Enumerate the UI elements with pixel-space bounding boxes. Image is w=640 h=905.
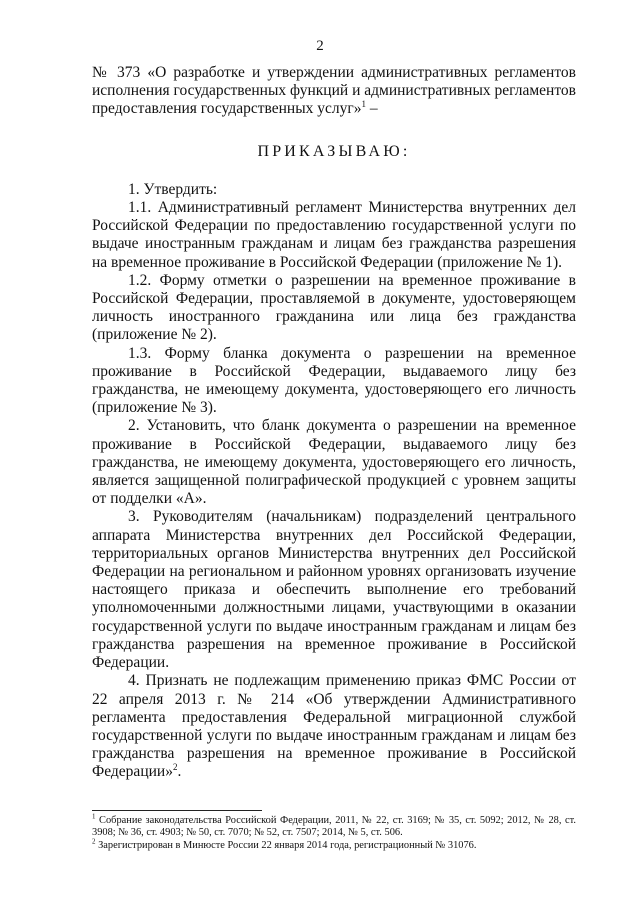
order-heading: ПРИКАЗЫВАЮ:	[257, 142, 411, 160]
intro-tail: –	[365, 100, 378, 118]
paragraph-1-2: 1.2. Форму отметки о разрешении на временное проживание в Российской Федерации, проставляемой в документе, удостоверяющем личность иностранного гражданина или лица без гражданства (приложение № 2).	[92, 271, 576, 344]
paragraph-1-3: 1.3. Форму бланка документа о разрешении на временное проживание в Российской Федерации, выдаваемого лицу без гражданства, не имеющему документа, удостоверяющего его личность (приложение № 3).	[92, 344, 576, 417]
page-number: 2	[316, 38, 324, 54]
intro-text: № 373 «О разработке и утверждении административных регламентов исполнения государственных функций и административных регламентов предоставления государственных услуг»	[92, 64, 576, 118]
footnote-mark-2: 2	[92, 837, 96, 846]
footnotes	[92, 812, 576, 852]
paragraph-3: 3. Руководителям (начальникам) подразделений центрального аппарата Министерства внутренних дел Российской Федерации, территориальных органов Министерства внутренних дел Российской Федерации на региональном и районном уровнях организовать изучение настоящего приказа и обеспечить выполнение его требований уполномоченными должностными лицами, участвующими в оказании государственной услуги по выдаче иностранным гражданам и лицам без гражданства разрешения на временное проживание в Российской Федерации.	[92, 508, 576, 672]
footnote-2	[92, 837, 576, 852]
paragraph-4-tail: .	[177, 763, 182, 781]
footnote-2-text: Зарегистрирован в Минюсте России 22 января 2014 года, регистрационный № 31076.	[95, 839, 477, 851]
paragraph-4-text: 4. Признать не подлежащим применению приказ ФМС России от 22 апреля 2013 г. № 214 «Об утверждении Административного регламента предоставления Федеральной миграционной службой государственной услуги по выдаче иностранным гражданам и лицам без гражданства разрешения на временное проживание в Российской Федерации»	[92, 672, 576, 781]
intro-paragraph	[92, 64, 576, 119]
footnote-divider	[92, 810, 262, 811]
footnote-mark-1: 1	[92, 812, 96, 821]
footnote-1	[92, 812, 576, 840]
paragraph-2: 2. Установить, что бланк документа о разрешении на временное проживание в Российской Федерации, выдаваемого лицу без гражданства, не имеющему документа, удостоверяющего его личность, является защищенной полиграфической продукцией с уровнем защиты от подделки «А».	[92, 417, 576, 508]
document-body	[92, 64, 576, 782]
paragraph-4	[92, 672, 576, 781]
paragraph-1-1: 1.1. Административный регламент Министерства внутренних дел Российской Федерации по предоставлению государственной услуги по выдаче иностранным гражданам и лицам без гражданства разрешения на временное проживание в Российской Федерации (приложение № 1).	[92, 199, 576, 271]
paragraph-1: 1. Утвердить:	[128, 180, 218, 198]
footnote-ref-2[interactable]: 2	[172, 762, 178, 773]
footnote-ref-1[interactable]: 1	[361, 99, 366, 110]
footnote-1-text: Собрание законодательства Российской Федерации, 2011, № 22, ст. 3169; № 35, ст. 5092; 2012, № 28, ст. 3908; № 36, ст. 4903; № 50, ст. 7070; № 52, ст. 7507; 2014, № 5, ст. 506.	[92, 815, 576, 839]
